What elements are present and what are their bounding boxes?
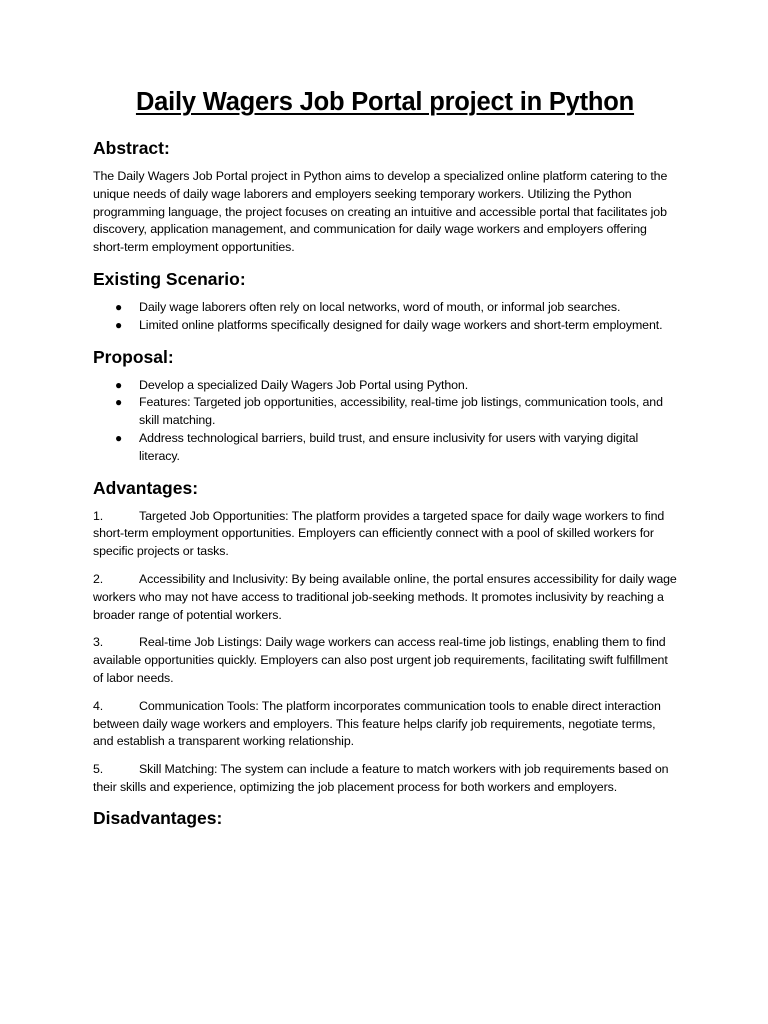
list-item (93, 430, 677, 466)
existing-scenario-heading: Existing Scenario: (93, 268, 246, 289)
abstract-heading: Abstract: (93, 138, 170, 158)
item-number: 4. (93, 698, 104, 713)
abstract-text: The Daily Wagers Job Portal project in Python aims to develop a specialized online platform catering to the unique needs of daily wage laborers and employers seeking temporary workers. Utilizing the Python programming language, the project focuses on creating an intuitive and accessible portal that facilitates job discovery, application management, and communication for daily wage workers and employers offering short-term employment opportunities. (93, 169, 668, 255)
list-item (93, 317, 677, 335)
numbered-item (93, 698, 677, 751)
item-text: Skill Matching: The system can include a feature to match workers with job requirements based on their skills and experience, optimizing the job placement process for both workers and employers. (93, 762, 669, 794)
disadvantages-section (93, 807, 677, 829)
list-item-text: Features: Targeted job opportunities, accessibility, real-time job listings, communication tools, and skill matching. (139, 395, 663, 428)
numbered-item (93, 508, 677, 561)
disadvantages-heading: Disadvantages: (93, 807, 223, 828)
list-item-text: Address technological barriers, build trust, and ensure inclusivity for users with varying digital literacy. (139, 430, 639, 463)
numbered-item (93, 761, 677, 797)
bullet-icon: ● (115, 299, 123, 314)
proposal-heading: Proposal: (93, 346, 174, 367)
list-item-text: Daily wage laborers often rely on local networks, word of mouth, or informal job searches. (139, 299, 621, 314)
item-number: 1. (93, 508, 104, 523)
document-page (93, 88, 677, 838)
existing-scenario-section (93, 268, 677, 335)
list-item (93, 299, 677, 317)
item-number: 2. (93, 571, 104, 586)
item-text: Real-time Job Listings: Daily wage workers can access real-time job listings, enabling them to find available opportunities quickly. Employers can also post urgent job requirements, facilitating swift fulfillment of labor needs. (93, 635, 668, 685)
numbered-item (93, 571, 677, 624)
numbered-item (93, 634, 677, 687)
item-number: 3. (93, 635, 104, 650)
abstract-section (93, 137, 677, 257)
advantages-section (93, 477, 677, 797)
list-item (93, 394, 677, 430)
item-text: Accessibility and Inclusivity: By being available online, the portal ensures accessibility for daily wage workers who may not have access to traditional job-seeking methods. It promotes inclusivity by reaching a broader range of potential workers. (93, 571, 677, 622)
proposal-list (93, 377, 677, 466)
bullet-icon: ● (115, 395, 123, 410)
bullet-icon: ● (115, 317, 123, 332)
list-item-text: Limited online platforms specifically designed for daily wage workers and short-term employment. (139, 317, 663, 332)
list-item-text: Develop a specialized Daily Wagers Job Portal using Python. (139, 377, 469, 392)
item-text: Targeted Job Opportunities: The platform provides a targeted space for daily wage workers to find short-term employment opportunities. Employers can efficiently connect with a pool of skilled workers for specific projects or tasks. (93, 508, 665, 559)
item-text: Communication Tools: The platform incorporates communication tools to enable direct interaction between daily wage workers and employers. This feature helps clarify job requirements, negotiate terms, and establish a transparent working relationship. (93, 698, 661, 749)
bullet-icon: ● (115, 430, 123, 445)
bullet-icon: ● (115, 377, 123, 392)
existing-scenario-list (93, 299, 677, 335)
item-number: 5. (93, 762, 104, 777)
advantages-heading: Advantages: (93, 477, 199, 498)
document-title: Daily Wagers Job Portal project in Python (135, 88, 635, 116)
proposal-section (93, 346, 677, 466)
list-item (93, 377, 677, 395)
